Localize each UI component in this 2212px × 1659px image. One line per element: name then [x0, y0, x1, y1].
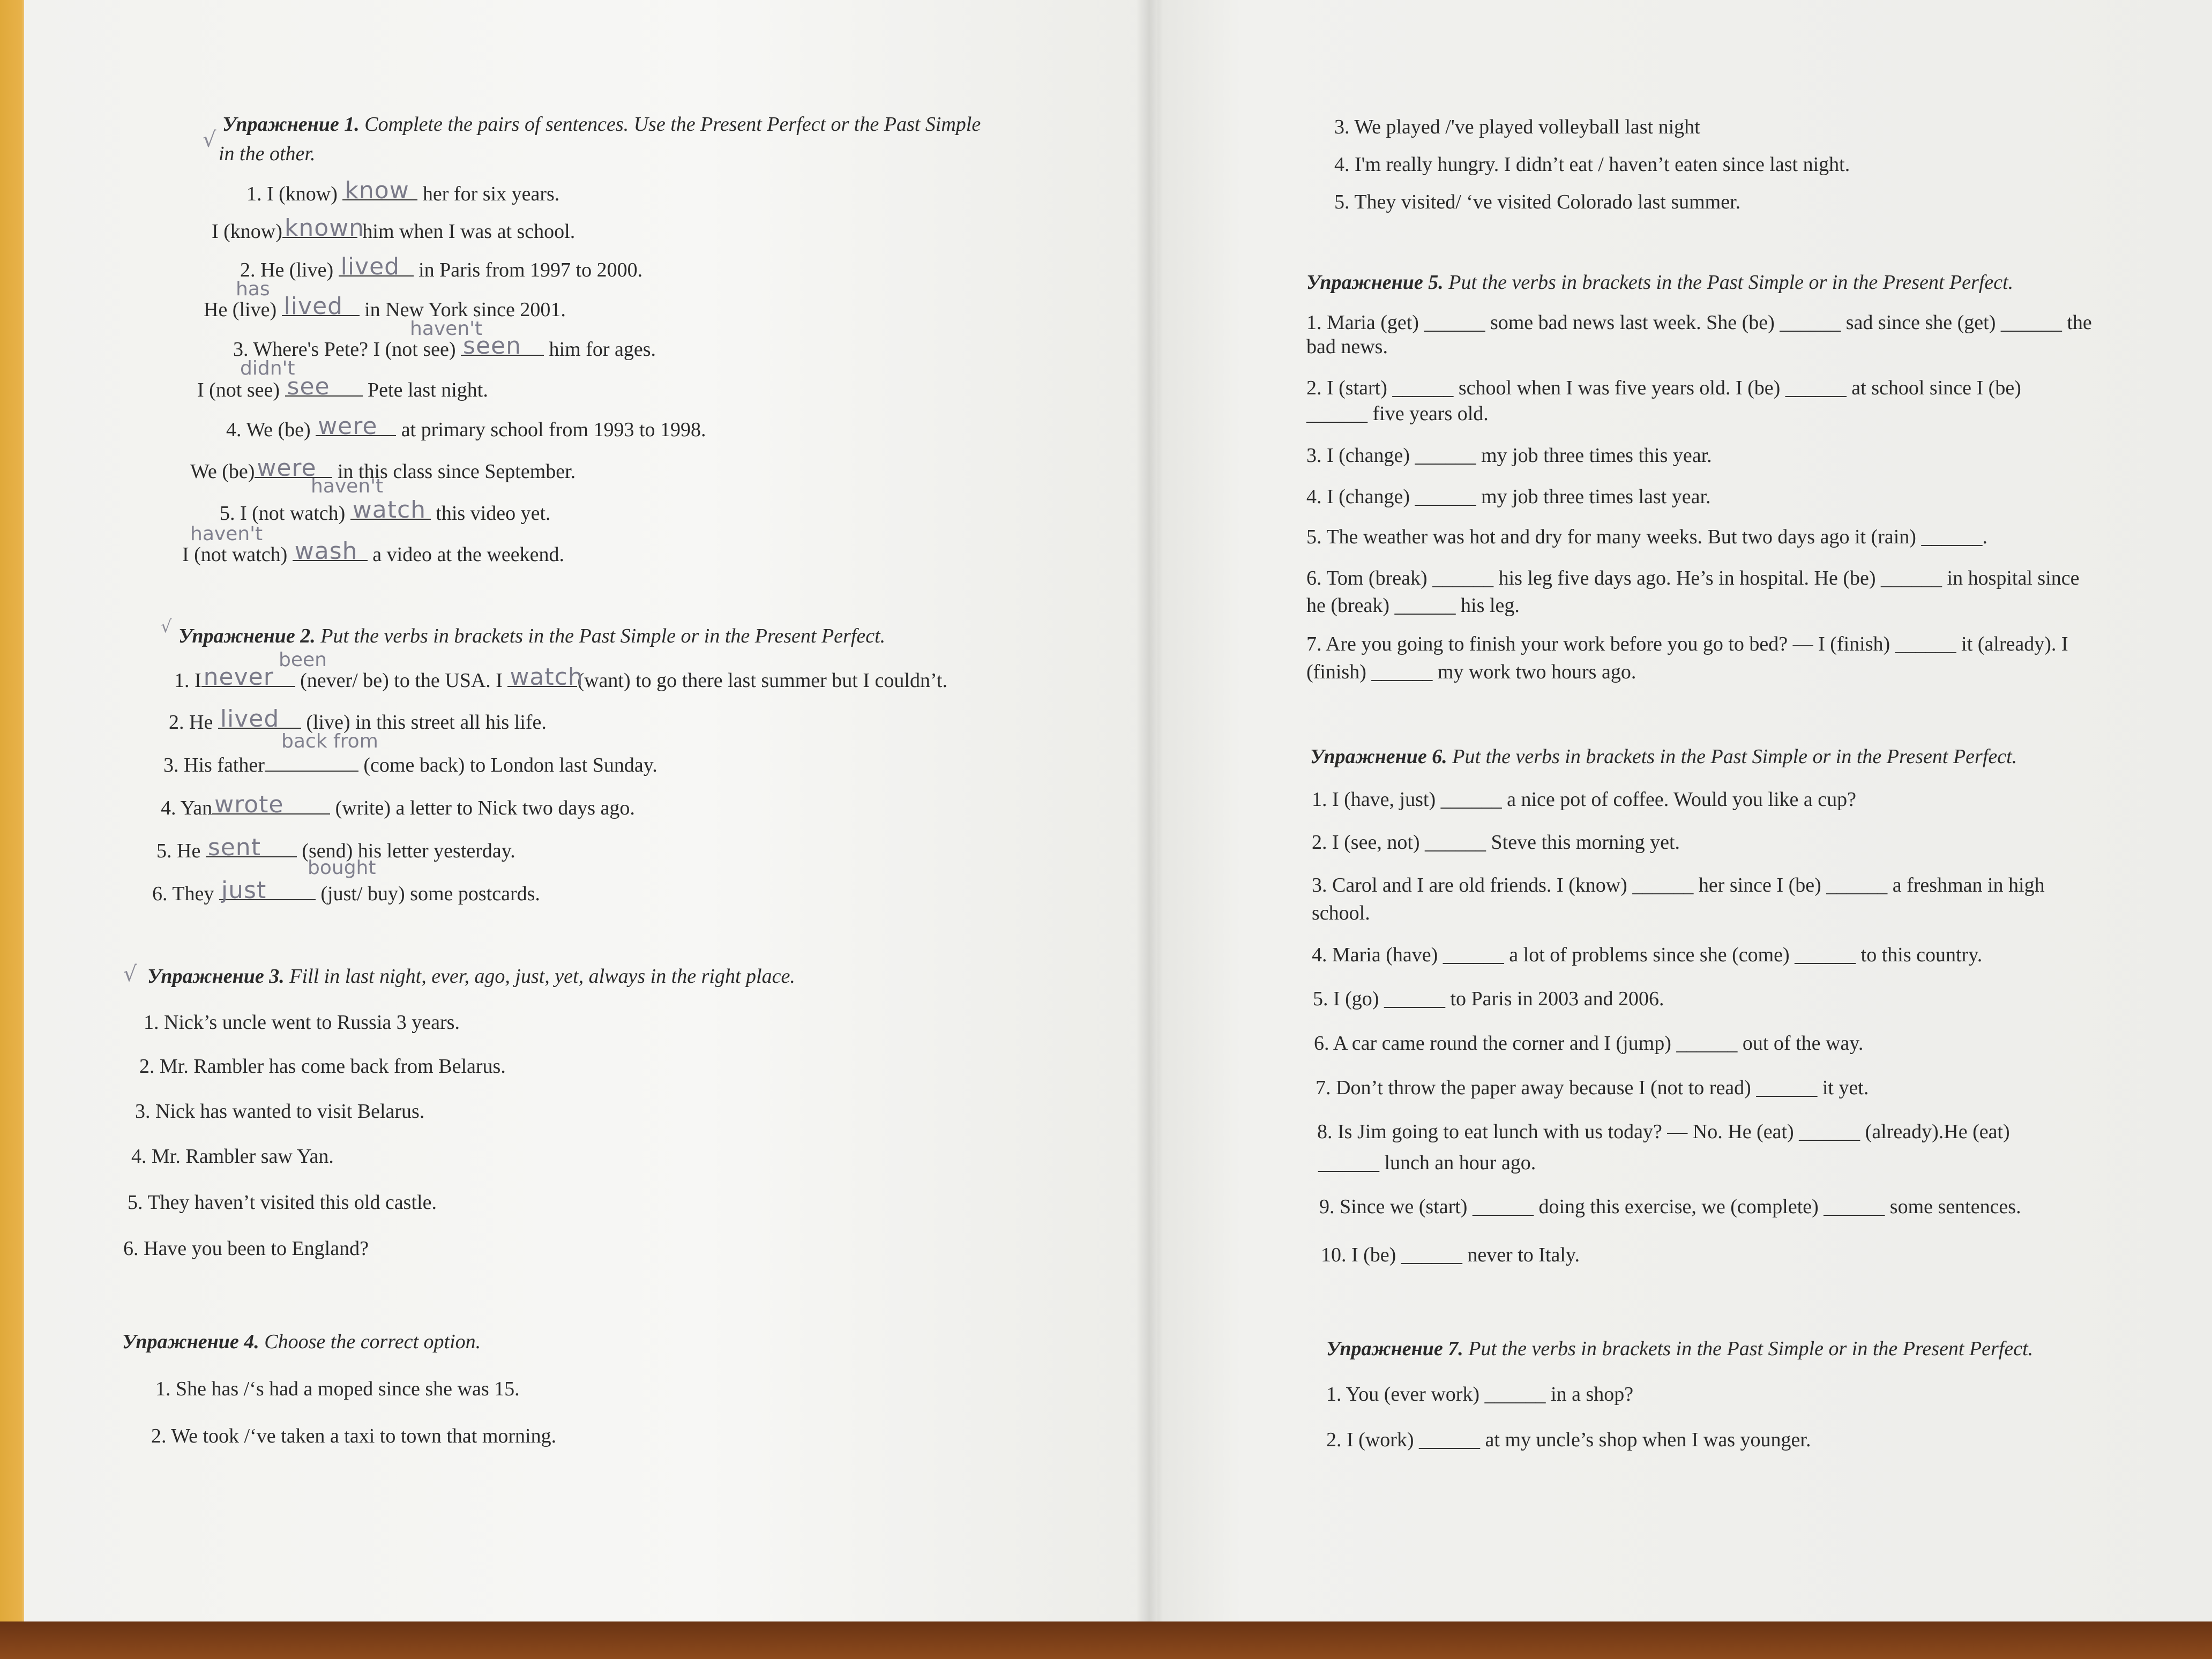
ex1-item: We (be) were in this class since September.	[190, 454, 576, 483]
ex5-line: 4. I (change) ______ my job three times last year.	[1306, 485, 1711, 508]
ex6-line: 8. Is Jim going to eat lunch with us today? — No. He (eat) ______ (already).He (eat)	[1317, 1120, 2010, 1143]
ex2-item: 2. He lived (live) in this street all his life.	[169, 705, 547, 734]
ex1-item: 1. I (know) know her for six years.	[246, 177, 560, 205]
ex4-item: 2. We took /‘ve taken a taxi to town that morning.	[151, 1425, 557, 1447]
ex6-line: 9. Since we (start) ______ doing this exercise, we (complete) ______ some sentences.	[1319, 1195, 2021, 1218]
ex6-line: 7. Don’t throw the paper away because I (not to read) ______ it yet.	[1316, 1077, 1869, 1099]
ex4-item: 3. We played /'ve played volleyball last night	[1334, 116, 1700, 138]
check-mark-icon: √	[161, 616, 172, 637]
ex2-item: been 1. I never (never/ be) to the USA. I watch (want) to go there last summer but I couldn’t.	[174, 649, 947, 692]
exercise-5-heading: Упражнение 5. Put the verbs in brackets in the Past Simple or in the Present Perfect.	[1306, 271, 2014, 294]
exercise-1-heading-cont: in the other.	[219, 143, 316, 165]
ex4-item: 5. They visited/ ‘ve visited Colorado last summer.	[1334, 191, 1741, 213]
ex6-line: 3. Carol and I are old friends. I (know) ______ her since I (be) ______ a freshman in high	[1312, 874, 2045, 896]
ex6-line: ______ lunch an hour ago.	[1318, 1152, 1536, 1174]
ex5-line: 2. I (start) ______ school when I was five years old. I (be) ______ at school since I (be)	[1306, 377, 2021, 399]
ex1-item: I (know) known him when I was at school.	[212, 214, 576, 243]
ex5-line: (finish) ______ my work two hours ago.	[1306, 661, 1636, 683]
ex1-item: haven't I (not watch) wash a video at the weekend.	[182, 523, 564, 566]
ex1-item: haven't 5. I (not watch) watch this video yet.	[220, 475, 551, 525]
ex6-line: 6. A car came round the corner and I (jump) ______ out of the way.	[1314, 1032, 1864, 1055]
ex3-item: 4. Mr. Rambler saw Yan.	[131, 1145, 334, 1168]
ex6-line: school.	[1312, 902, 1370, 924]
ex3-item: 1. Nick’s uncle went to Russia 3 years.	[144, 1011, 460, 1034]
ex5-line: bad news.	[1306, 335, 1388, 358]
check-mark-icon: √	[203, 128, 216, 152]
ex5-line: he (break) ______ his leg.	[1306, 594, 1520, 617]
ex6-line: 1. I (have, just) ______ a nice pot of coffee. Would you like a cup?	[1312, 788, 1856, 811]
exercise-3-heading: Упражнение 3. Fill in last night, ever, ago, just, yet, always in the right place.	[147, 965, 795, 988]
exercise-7-heading: Упражнение 7. Put the verbs in brackets in the Past Simple or in the Present Perfect.	[1326, 1337, 2034, 1360]
ex5-line: 6. Tom (break) ______ his leg five days ago. He’s in hospital. He (be) ______ in hospital since	[1306, 567, 2080, 589]
exercise-4-heading: Упражнение 4. Choose the correct option.	[122, 1331, 481, 1353]
ex3-item: 6. Have you been to England?	[123, 1237, 369, 1260]
ex3-item: 2. Mr. Rambler has come back from Belarus.	[139, 1055, 506, 1078]
ex6-line: 10. I (be) ______ never to Italy.	[1321, 1244, 1580, 1266]
check-mark-icon: √	[123, 962, 137, 987]
exercise-6-heading: Упражнение 6. Put the verbs in brackets in the Past Simple or in the Present Perfect.	[1310, 745, 2017, 768]
ex2-item: back from 3. His father (come back) to London last Sunday.	[163, 730, 657, 776]
ex6-line: 2. I (see, not) ______ Steve this morning yet.	[1312, 831, 1680, 854]
table-surface	[0, 1621, 2212, 1659]
ex2-item: 4. Yan wrote (write) a letter to Nick two days ago.	[161, 791, 635, 819]
ex6-line: 4. Maria (have) ______ a lot of problems since she (come) ______ to this country.	[1312, 944, 1983, 966]
ex7-line: 1. You (ever work) ______ in a shop?	[1326, 1383, 1634, 1406]
ex5-line: 7. Are you going to finish your work before you go to bed? — I (finish) ______ it (already). I	[1306, 633, 2068, 655]
ex1-item: 2. He (live) lived in Paris from 1997 to 2000.	[240, 253, 643, 281]
ex1-item: has He (live) lived in New York since 2001.	[204, 278, 566, 321]
ex1-item: didn't I (not see) see Pete last night.	[197, 357, 488, 401]
ex5-line: 5. The weather was hot and dry for many weeks. But two days ago it (rain) ______.	[1306, 526, 1987, 548]
ex6-line: 5. I (go) ______ to Paris in 2003 and 2006.	[1313, 988, 1664, 1010]
right-page	[1157, 0, 2212, 1632]
exercise-2-heading: Упражнение 2. Put the verbs in brackets in the Past Simple or in the Present Perfect.	[178, 625, 886, 647]
exercise-1-heading: Упражнение 1. Complete the pairs of sentences. Use the Present Perfect or the Past Simple	[222, 113, 981, 136]
ex7-line: 2. I (work) ______ at my uncle’s shop when I was younger.	[1326, 1429, 1811, 1451]
ex1-item: haven't 3. Where's Pete? I (not see) seen him for ages.	[233, 318, 656, 361]
ex1-item: 4. We (be) were at primary school from 1993 to 1998.	[226, 413, 706, 441]
ex3-item: 5. They haven’t visited this old castle.	[128, 1191, 437, 1214]
ex2-item: 5. He sent (send) his letter yesterday.	[156, 834, 515, 862]
ex2-item: bought 6. They just (just/ buy) some postcards.	[152, 857, 540, 905]
page-fold	[1136, 0, 1163, 1632]
ex4-item: 4. I'm really hungry. I didn’t eat / haven’t eaten since last night.	[1334, 153, 1850, 176]
ex3-item: 3. Nick has wanted to visit Belarus.	[135, 1100, 425, 1123]
ex5-line: 3. I (change) ______ my job three times this year.	[1306, 444, 1712, 467]
ex5-line: ______ five years old.	[1306, 402, 1489, 425]
ex4-item: 1. She has /‘s had a moped since she was 15.	[155, 1378, 520, 1400]
ex5-line: 1. Maria (get) ______ some bad news last week. She (be) ______ sad since she (get) ______ the	[1306, 311, 2092, 334]
